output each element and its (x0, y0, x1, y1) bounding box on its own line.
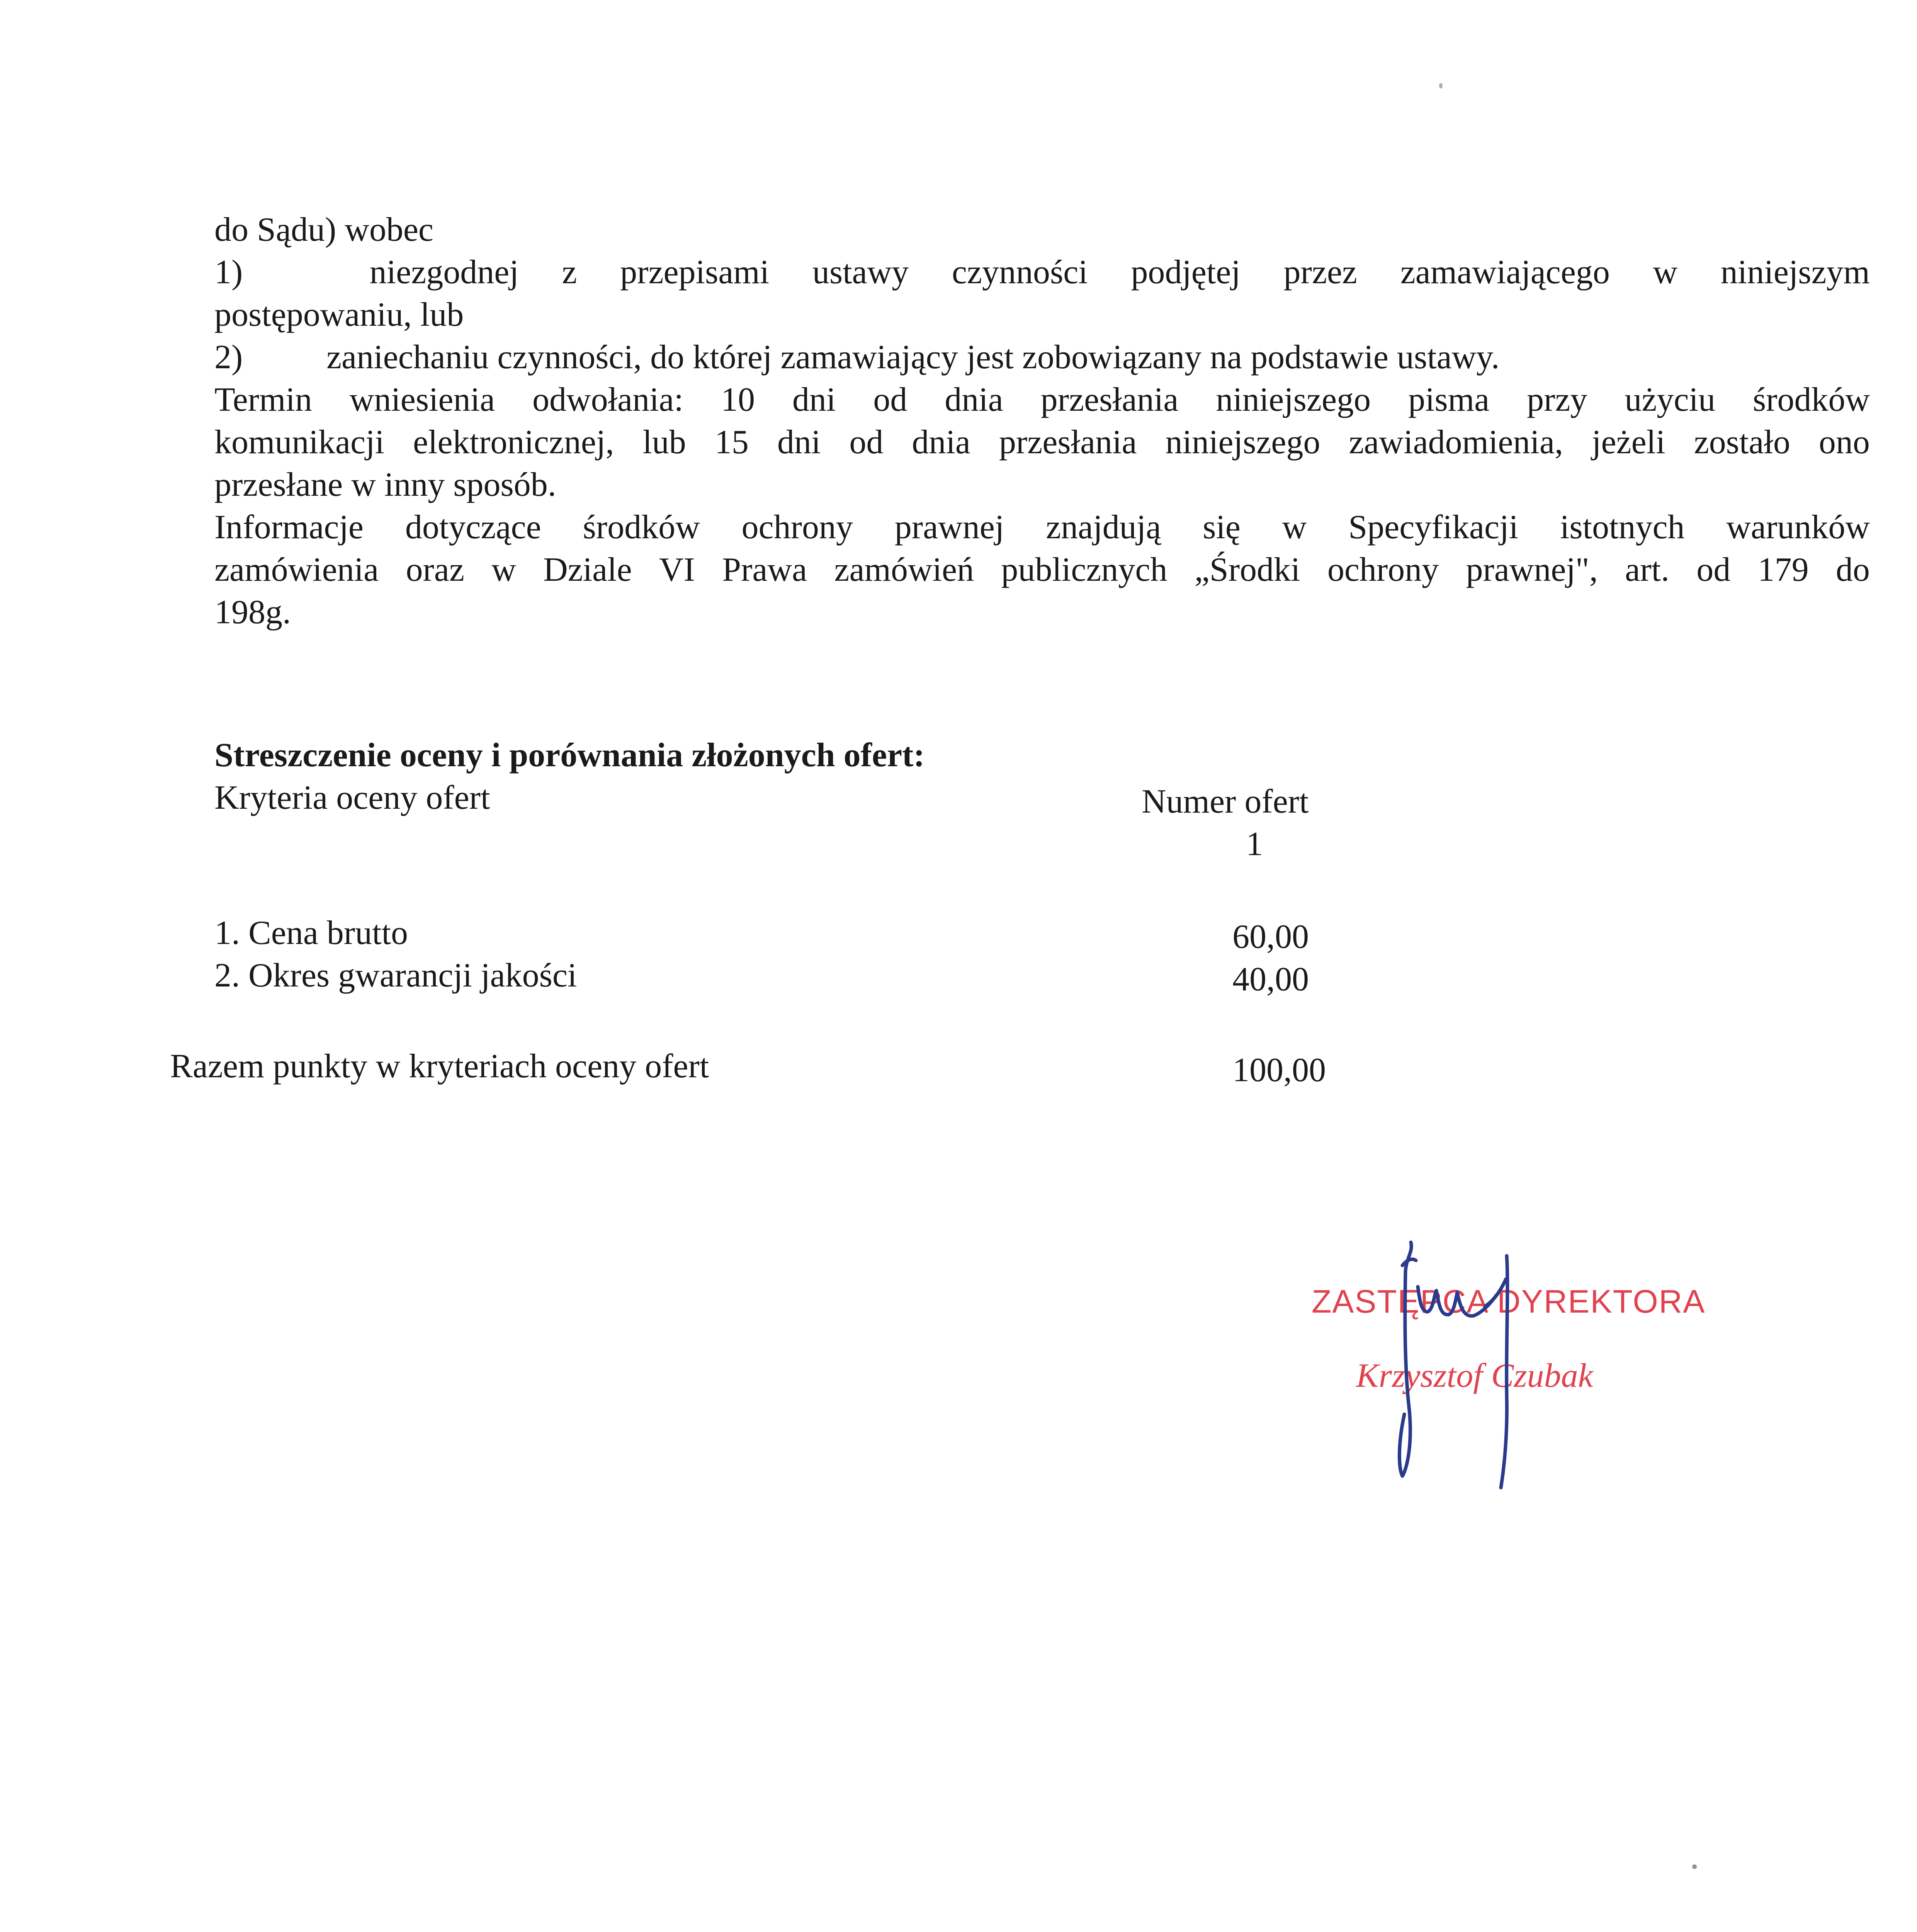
word: przez (1283, 253, 1357, 291)
deadline-line-3: przesłane w inny sposób. (214, 466, 556, 503)
word: podjętej (1131, 253, 1241, 291)
word: niniejszego (1165, 423, 1320, 461)
word: warunków (1726, 509, 1870, 546)
word: zamówień (834, 551, 974, 588)
word: art. (1625, 551, 1669, 588)
word: czynności (952, 253, 1088, 291)
word: znajdują (1046, 509, 1161, 546)
word: w (491, 551, 516, 588)
word: istotnych (1560, 509, 1685, 546)
word: dni (792, 381, 836, 418)
word: zamówienia (214, 551, 379, 588)
word: ono (1818, 423, 1870, 461)
word: przesłania (1040, 381, 1179, 418)
word: wniesienia (349, 381, 495, 418)
word: od (849, 423, 884, 461)
word: VI (659, 551, 695, 588)
word: oraz (406, 551, 464, 588)
word: Dziale (543, 551, 632, 588)
word: elektronicznej, (413, 423, 614, 461)
item-number: 1) (214, 253, 243, 291)
criteria-header: Kryteria oceny ofert (214, 779, 490, 816)
word: środków (1752, 381, 1870, 418)
summary-heading: Streszczenie oceny i porównania złożonych ofert: (214, 736, 925, 774)
offer-number: 1 (1246, 825, 1263, 863)
deadline-line-1 (214, 379, 1870, 421)
word: dni (777, 423, 821, 461)
word: w (1653, 253, 1678, 291)
word: Prawa (722, 551, 807, 588)
item-2-text: zaniechaniu czynności, do której zamawiający jest zobowiązany na podstawie ustawy. (326, 338, 1500, 376)
word: dotyczące (405, 509, 541, 546)
word: Informacje (214, 509, 364, 546)
word: przesłania (999, 423, 1137, 461)
criterion-value: 60,00 (1232, 918, 1309, 956)
remedies-line-2 (214, 549, 1870, 591)
stamp-title: ZASTĘPCA DYREKTORA (1312, 1283, 1706, 1320)
item-2-number: 2) (214, 338, 243, 376)
word: ustawy (812, 253, 909, 291)
word: prawnej", (1466, 551, 1598, 588)
word: komunikacji (214, 423, 384, 461)
criterion-value: 40,00 (1232, 961, 1309, 998)
word: Termin (214, 381, 312, 418)
word: w (1282, 509, 1307, 546)
word: pisma (1408, 381, 1490, 418)
word: ochrony (1327, 551, 1439, 588)
word: przy (1527, 381, 1587, 418)
word: niniejszego (1216, 381, 1371, 418)
word: 10 (721, 381, 755, 418)
word: prawnej (894, 509, 1004, 546)
word: z (562, 253, 577, 291)
word: do (1835, 551, 1870, 588)
word: zawiadomienia, (1349, 423, 1563, 461)
word: 15 (714, 423, 749, 461)
word: środków (583, 509, 700, 546)
word: się (1203, 509, 1241, 546)
word: dnia (945, 381, 1003, 418)
criterion-label: 2. Okres gwarancji jakości (214, 957, 577, 994)
scan-mark (1439, 83, 1443, 88)
word: użyciu (1625, 381, 1715, 418)
word: 179 (1757, 551, 1809, 588)
item-1-continuation: postępowaniu, lub (214, 296, 464, 333)
offers-header: Numer ofert (1142, 783, 1309, 820)
word: „Środki (1194, 551, 1300, 588)
word: od (873, 381, 908, 418)
word: odwołania: (532, 381, 684, 418)
word: lub (642, 423, 686, 461)
word: niezgodnej (369, 253, 519, 291)
word: zostało (1694, 423, 1790, 461)
criterion-label: 1. Cena brutto (214, 914, 408, 952)
item-2-line (214, 336, 1499, 379)
word: jeżeli (1592, 423, 1665, 461)
word: Specyfikacji (1348, 509, 1519, 546)
total-value: 100,00 (1232, 1051, 1326, 1089)
word: niniejszym (1720, 253, 1870, 291)
signature (1375, 1229, 1646, 1499)
word: dnia (912, 423, 970, 461)
total-label: Razem punkty w kryteriach oceny ofert (170, 1048, 709, 1085)
text-line: do Sądu) wobec (214, 211, 433, 248)
word: przepisami (620, 253, 770, 291)
word: od (1696, 551, 1731, 588)
word: publicznych (1001, 551, 1168, 588)
word: ochrony (741, 509, 853, 546)
stamp-name: Krzysztof Czubak (1356, 1357, 1593, 1395)
remedies-line-1 (214, 506, 1870, 549)
remedies-line-3: 198g. (214, 594, 291, 631)
scan-mark (1692, 1864, 1697, 1869)
item-1-line (214, 251, 1870, 294)
deadline-line-2 (214, 421, 1870, 464)
word: zamawiającego (1400, 253, 1610, 291)
